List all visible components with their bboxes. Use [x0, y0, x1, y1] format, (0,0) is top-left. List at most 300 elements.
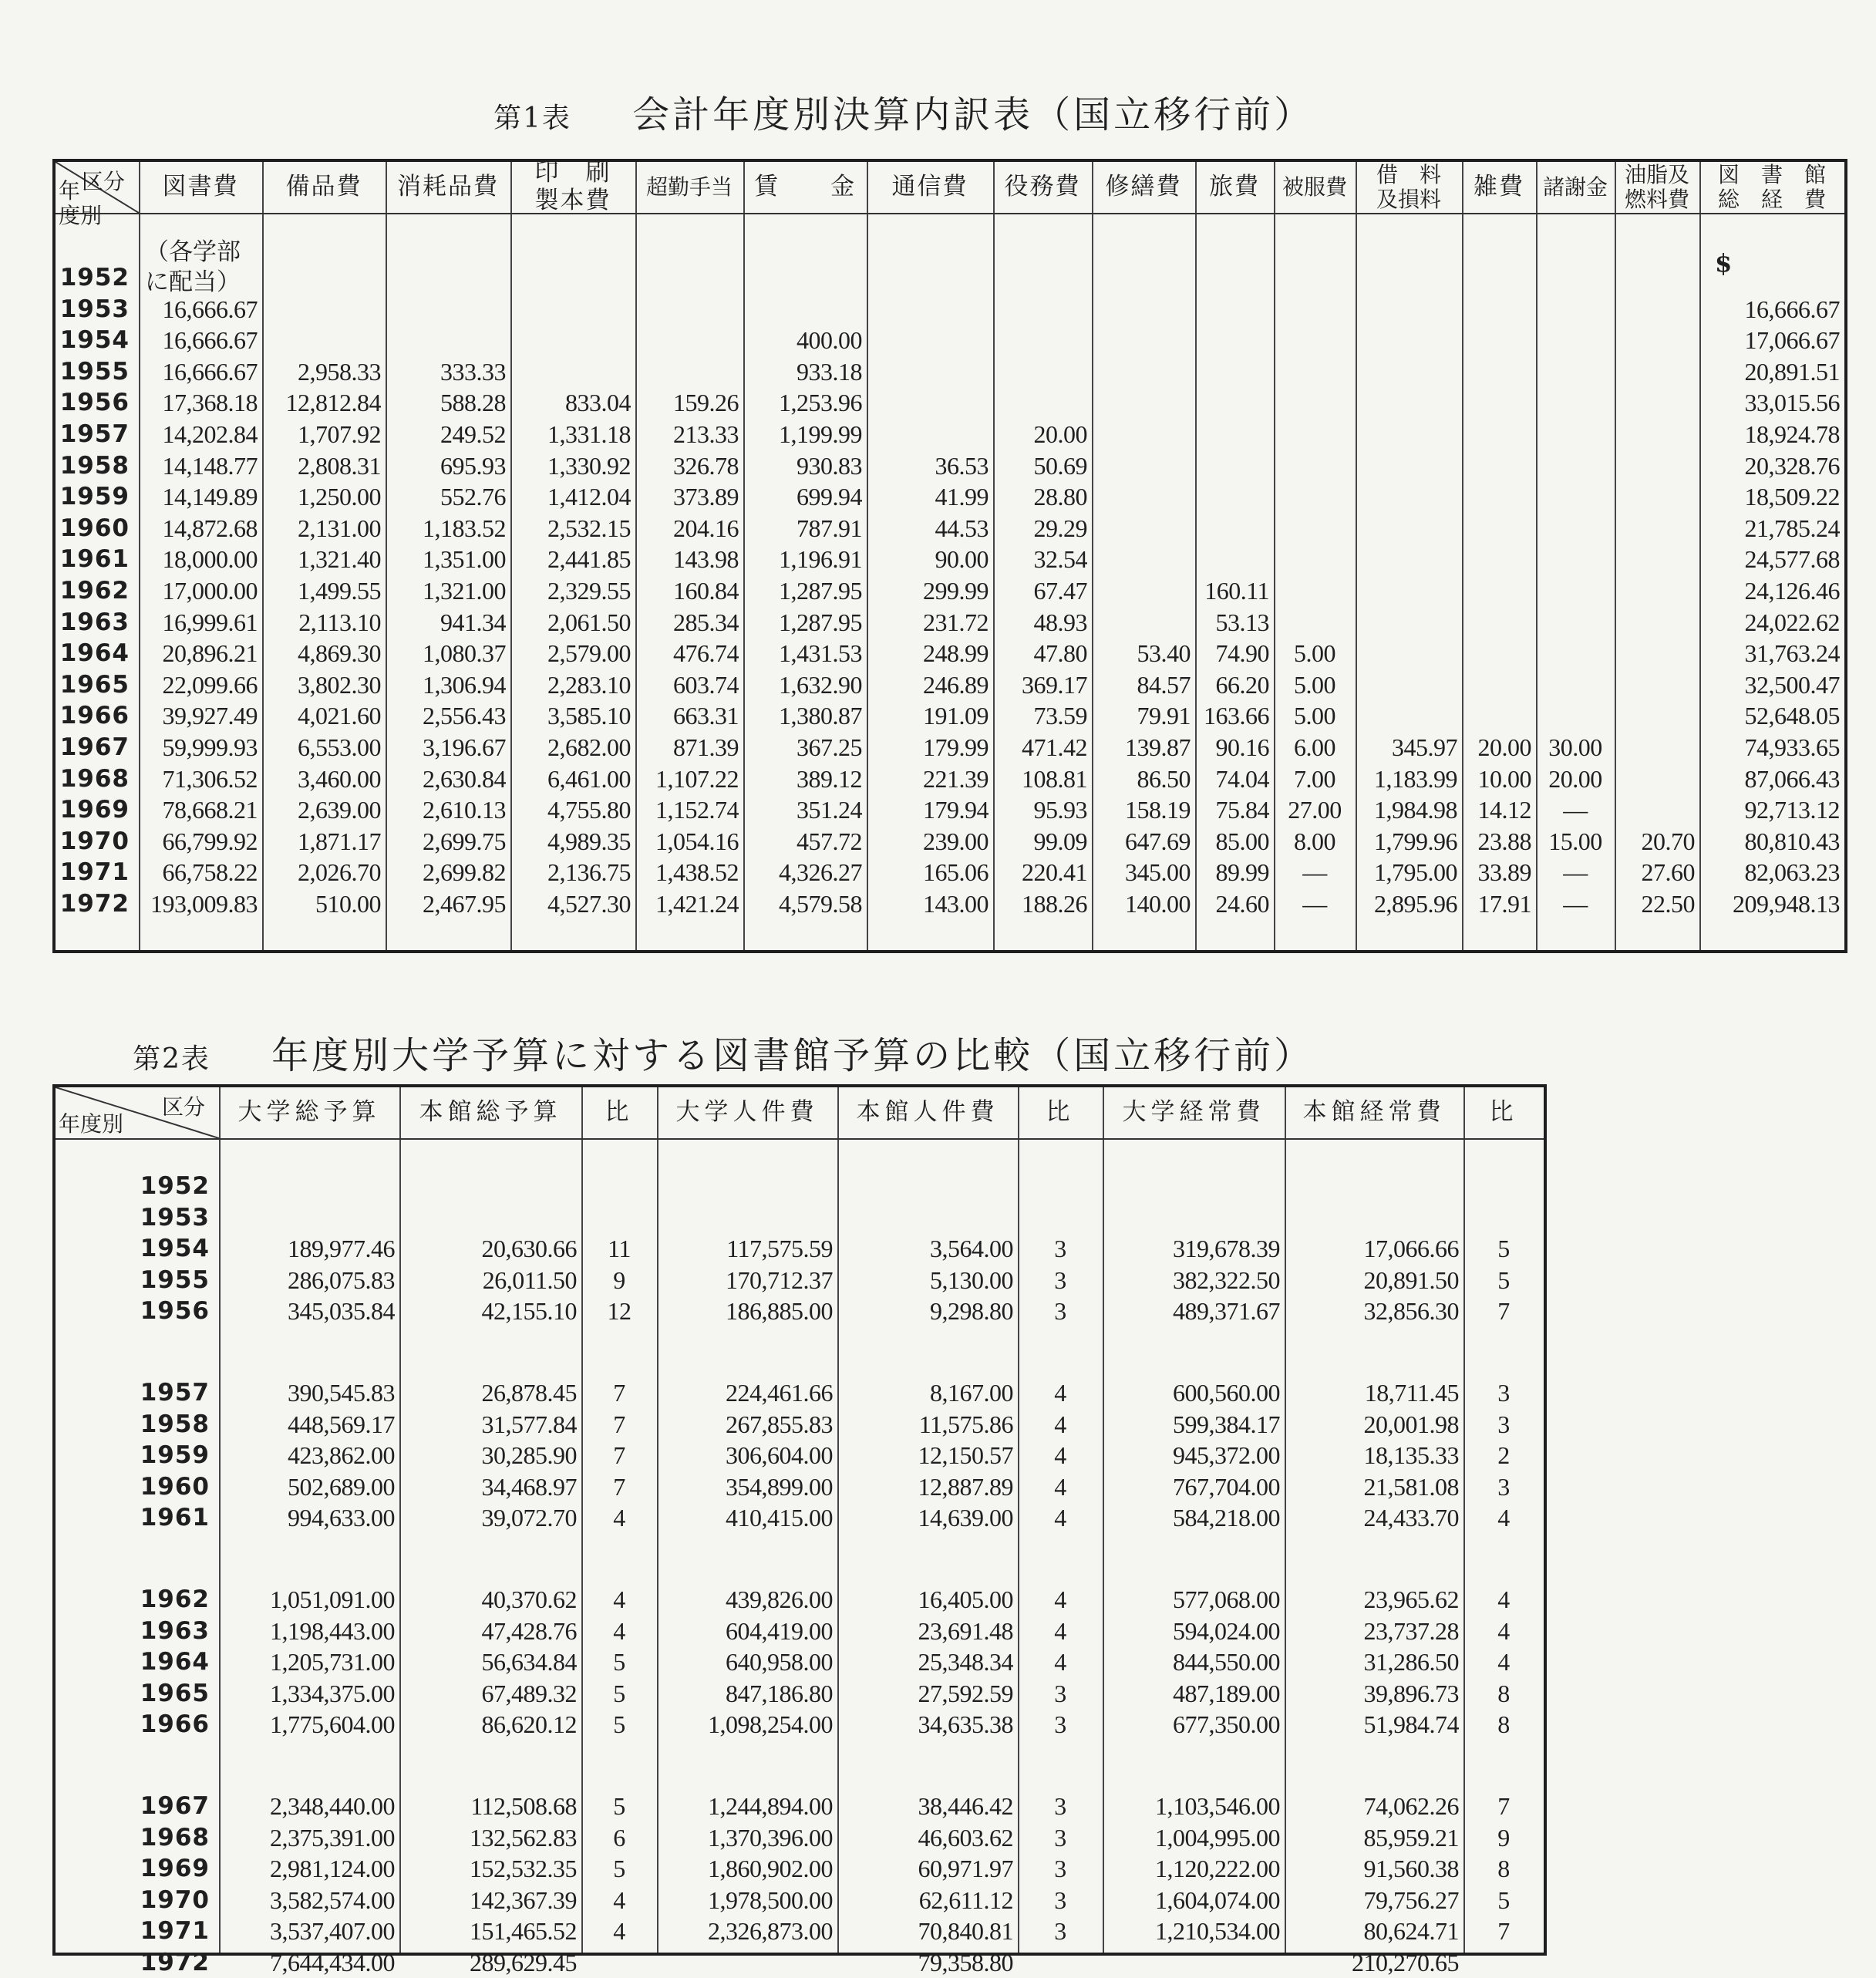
table2-corner-column-label: 区分 [161, 1094, 205, 1120]
table2-year: 1964 [140, 1648, 210, 1676]
table1-year: 1963 [59, 608, 130, 636]
table2-cell: 2 [1497, 1441, 1510, 1470]
table2-cell: 584,218.00 [1173, 1504, 1280, 1532]
table2-cell: 3 [1497, 1410, 1510, 1438]
table1-header-cell: 図書費 [162, 173, 239, 201]
table1-cell: 1,380.87 [779, 702, 862, 730]
table1-cell: 647.69 [1125, 827, 1191, 855]
table1-header-cell: 雑費 [1474, 173, 1524, 201]
table1-cell: 400.00 [797, 326, 862, 355]
table1-cell: 663.31 [673, 702, 739, 730]
table1-cell: 66,799.92 [162, 827, 258, 855]
table2-cell: 4 [1054, 1472, 1066, 1501]
table2-cell: 382,322.50 [1173, 1265, 1280, 1294]
table2-cell: 577,068.00 [1173, 1585, 1280, 1613]
table1-cell: 2,026.70 [298, 858, 381, 887]
table1-cell: 1,331.18 [547, 420, 631, 448]
table2-cell: 1,103,546.00 [1155, 1792, 1280, 1820]
table1-cell: 89.99 [1215, 858, 1269, 887]
table1-cell: 39,927.49 [162, 702, 258, 730]
table1-year: 1971 [59, 858, 130, 887]
table2-cell: 1,244,894.00 [708, 1792, 833, 1820]
table2-cell: 25,348.34 [918, 1648, 1013, 1676]
table2-cell: 5,130.00 [930, 1265, 1013, 1294]
table1-cell: 24,022.62 [1744, 608, 1840, 636]
table2-cell: 4 [1497, 1504, 1510, 1532]
table1-cell: 1,253.96 [779, 389, 862, 417]
table1-row [56, 450, 1844, 481]
table2-header-cell: 本館総予算 [419, 1098, 562, 1127]
table2-year: 1960 [140, 1472, 210, 1501]
table2-cell: 3,582,574.00 [270, 1885, 395, 1914]
table2-cell: 20,001.98 [1363, 1410, 1459, 1438]
table1-row [56, 732, 1844, 763]
table1-cell: 188.26 [1022, 890, 1087, 918]
table2-cell: 1,205,731.00 [270, 1648, 395, 1676]
table1-cell: 220.41 [1022, 858, 1087, 887]
table2-cell: 4 [1497, 1648, 1510, 1676]
table1-cell: 1,632.90 [779, 670, 862, 699]
table1-row [56, 356, 1844, 387]
table1-cell: 20,896.21 [162, 639, 258, 668]
table1-row [56, 763, 1844, 794]
table1-note: （各学部 に配当） [145, 238, 241, 296]
table1-row [56, 387, 1844, 418]
table1-cell: 2,958.33 [298, 357, 381, 386]
table2-cell: 4 [613, 1585, 625, 1613]
table2-header-cell: 比 [1489, 1098, 1518, 1127]
table1-cell: — [1563, 796, 1588, 824]
table2-cell: 767,704.00 [1173, 1472, 1280, 1501]
table2-cell: 390,545.83 [288, 1379, 395, 1407]
table1-cell: 1,183.52 [423, 514, 506, 542]
table1-cell: 22.50 [1641, 890, 1695, 918]
table1-cell: 1,287.95 [779, 608, 862, 636]
table1-cell: 4,989.35 [547, 827, 631, 855]
table1-cell: 3,460.00 [298, 764, 381, 793]
table2-cell: 286,075.83 [288, 1265, 395, 1294]
table2-cell: 7,644,434.00 [270, 1949, 395, 1976]
table1-cell: 18,924.78 [1744, 420, 1840, 448]
table1-cell: 28.80 [1033, 483, 1087, 511]
table1-cell: 510.00 [315, 890, 381, 918]
table2-cell: 5 [613, 1710, 625, 1739]
table2-cell: 3,564.00 [930, 1235, 1013, 1263]
table1-cell: 143.00 [923, 890, 989, 918]
table1-cell: 95.93 [1033, 796, 1087, 824]
table1-header-cell: 修繕費 [1105, 173, 1182, 201]
table1-cell: 1,795.00 [1374, 858, 1457, 887]
table2-corner-row-label: 年度別 [59, 1111, 124, 1137]
table1-cell: 1,321.00 [423, 577, 506, 605]
table2-row [56, 1853, 1544, 1884]
table2-cell: 1,860,902.00 [708, 1855, 833, 1883]
table1-cell: 18,000.00 [162, 545, 258, 574]
table2-cell: 5 [613, 1855, 625, 1883]
table2-header [56, 1087, 1544, 1140]
table2-cell: 4 [1054, 1504, 1066, 1532]
table1-cell: 930.83 [797, 451, 862, 480]
table2-cell: 1,370,396.00 [708, 1823, 833, 1852]
table1-cell: 1,152.74 [655, 796, 739, 824]
table1-cell: 18,509.22 [1744, 483, 1840, 511]
table2-cell: 12,150.57 [918, 1441, 1013, 1470]
table1-year: 1952 [59, 264, 130, 291]
table2-year: 1953 [140, 1203, 210, 1232]
table1-cell: 3,802.30 [298, 670, 381, 699]
table2-cell: 11,575.86 [918, 1410, 1013, 1438]
table1-cell: 21,785.24 [1744, 514, 1840, 542]
table2-cell: 51,984.74 [1363, 1710, 1459, 1739]
table2-cell: 3 [1497, 1472, 1510, 1501]
table2-cell: 9 [1497, 1823, 1510, 1852]
table2 [52, 1084, 1547, 1976]
table2-year: 1970 [140, 1885, 210, 1914]
table1-cell: 20.00 [1033, 420, 1087, 448]
table1-cell: 1,287.95 [779, 577, 862, 605]
table1-year: 1954 [59, 326, 130, 355]
table1-header-cell: 備品費 [285, 173, 362, 201]
table1-cell: 84.57 [1137, 670, 1191, 699]
table2-cell: 7 [1497, 1297, 1510, 1326]
table1-cell: 2,630.84 [423, 764, 506, 793]
table1-cell: 160.11 [1204, 577, 1269, 605]
table2-cell: 18,135.33 [1363, 1441, 1459, 1470]
table2-number: 第2表 [133, 1043, 211, 1075]
table1-cell: 179.94 [923, 796, 989, 824]
table1-cell: 71,306.52 [162, 764, 258, 793]
table2-cell: 85,959.21 [1363, 1823, 1459, 1852]
table2-cell: 5 [613, 1792, 625, 1820]
table1-cell: 7.00 [1294, 764, 1335, 793]
table2-cell: 17,066.66 [1363, 1235, 1459, 1263]
table1-cell: 27.60 [1641, 858, 1695, 887]
table2-cell: 3 [1054, 1823, 1066, 1852]
table1-cell: 2,579.00 [547, 639, 631, 668]
table1-cell: 143.98 [673, 545, 739, 574]
table1-year: 1957 [59, 420, 130, 448]
table2-year: 1962 [140, 1585, 210, 1613]
table1-row [56, 857, 1844, 888]
table1-cell: 32.54 [1033, 545, 1087, 574]
table1-row [56, 888, 1844, 919]
table2-row [56, 1709, 1544, 1740]
table1-cell: 48.93 [1033, 608, 1087, 636]
table2-year: 1958 [140, 1410, 210, 1438]
table1-cell: 17.91 [1477, 890, 1531, 918]
table1-cell: 1,499.55 [298, 577, 381, 605]
table2-cell: 1,978,500.00 [708, 1885, 833, 1914]
table1-cell: 53.13 [1215, 608, 1269, 636]
table1-cell: 333.33 [440, 357, 506, 386]
table1-header-cell: 借 料 及損料 [1376, 161, 1441, 212]
table1-cell: 248.99 [923, 639, 989, 668]
table2-row [56, 1678, 1544, 1709]
table1-cell: 2,682.00 [547, 733, 631, 761]
table2-header-cell: 比 [1046, 1098, 1075, 1127]
table1-cell: 2,329.55 [547, 577, 631, 605]
table2-cell: 8 [1497, 1855, 1510, 1883]
table2-row [56, 1916, 1544, 1946]
table1-cell: 74.04 [1215, 764, 1269, 793]
table2-cell: 439,826.00 [726, 1585, 833, 1613]
table2-cell: 5 [613, 1648, 625, 1676]
table1-header-cell: 図 書 館 総 経 費 [1717, 161, 1826, 212]
table1-cell: 2,136.75 [547, 858, 631, 887]
table1-title-text: 会計年度別決算内訳表（国立移行前） [632, 93, 1315, 136]
table2-cell: 4 [1054, 1585, 1066, 1613]
table1-header [56, 159, 1844, 214]
table2-cell: 11 [608, 1235, 631, 1263]
table2-year: 1969 [140, 1855, 210, 1883]
table1-cell: 1,250.00 [298, 483, 381, 511]
table1-row [56, 262, 1844, 293]
table2-cell: 1,120,222.00 [1155, 1855, 1280, 1883]
table1-cell: 10.00 [1477, 764, 1531, 793]
table2-cell: 410,415.00 [726, 1504, 833, 1532]
table1-cell: 59,999.93 [162, 733, 258, 761]
table2-row [56, 1584, 1544, 1615]
table2-header-cell: 本館人件費 [856, 1098, 999, 1127]
table2-cell: 487,189.00 [1173, 1679, 1280, 1707]
table1-cell: 53.40 [1137, 639, 1191, 668]
table1-cell: 15.00 [1548, 827, 1602, 855]
table1-header-cell: 諸謝金 [1542, 174, 1608, 200]
table1-cell: 27.00 [1288, 796, 1342, 824]
table2-cell: 21,581.08 [1363, 1472, 1459, 1501]
table1-cell: 457.72 [797, 827, 862, 855]
table2-cell: 5 [1497, 1235, 1510, 1263]
table2-cell: 38,446.42 [918, 1792, 1013, 1820]
table1-cell: 8.00 [1294, 827, 1335, 855]
table1-cell: 345.97 [1392, 733, 1457, 761]
table1-header-cell: 賃 金 [754, 173, 856, 201]
table2-cell: 306,604.00 [726, 1441, 833, 1470]
table1-year: 1970 [59, 827, 130, 855]
table2-header-cell: 大学総予算 [237, 1098, 381, 1127]
table2-row [56, 1440, 1544, 1471]
table1-year: 1959 [59, 483, 130, 511]
table1-year: 1953 [59, 295, 130, 323]
table1 [52, 159, 1847, 953]
table1-cell: 4,527.30 [547, 890, 631, 918]
table1-cell: 75.84 [1215, 796, 1269, 824]
table1-cell: 5.00 [1294, 702, 1335, 730]
table2-cell: 7 [613, 1410, 625, 1438]
table1-cell: 36.53 [935, 451, 989, 480]
table2-cell: 489,371.67 [1173, 1297, 1280, 1326]
table2-cell: 142,367.39 [470, 1885, 577, 1914]
table1-cell: 4,869.30 [298, 639, 381, 668]
table1-cell: 1,351.00 [423, 545, 506, 574]
table1-number: 第1表 [493, 103, 571, 134]
table1-cell: 2,532.15 [547, 514, 631, 542]
table2-cell: 3 [1054, 1679, 1066, 1707]
table1-row [56, 794, 1844, 825]
table2-cell: 3 [1054, 1235, 1066, 1263]
table1-cell: 2,699.82 [423, 858, 506, 887]
table2-year: 1966 [140, 1710, 210, 1739]
table1-cell: 2,467.95 [423, 890, 506, 918]
table2-cell: 8 [1497, 1710, 1510, 1739]
table1-cell: — [1563, 858, 1588, 887]
table2-cell: 86,620.12 [481, 1710, 577, 1739]
table2-cell: 4 [1497, 1585, 1510, 1613]
table2-cell: 945,372.00 [1173, 1441, 1280, 1470]
table1-cell: 14,149.89 [162, 483, 258, 511]
table2-cell: 7 [1497, 1792, 1510, 1820]
table1-cell: 6,461.00 [547, 764, 631, 793]
table2-cell: 80,624.71 [1363, 1917, 1459, 1946]
table2-cell: 4 [613, 1885, 625, 1914]
table1-cell: 82,063.23 [1744, 858, 1840, 887]
table2-cell: 2,981,124.00 [270, 1855, 395, 1883]
table1-year: 1967 [59, 733, 130, 761]
table1-cell: 5.00 [1294, 670, 1335, 699]
table2-cell: 423,862.00 [288, 1441, 395, 1470]
table1-year: 1965 [59, 670, 130, 699]
table2-row [56, 1377, 1544, 1408]
table2-cell: 31,286.50 [1363, 1648, 1459, 1676]
table1-cell: 1,799.96 [1374, 827, 1457, 855]
table2-cell: 2,348,440.00 [270, 1792, 395, 1820]
table2-cell: 599,384.17 [1173, 1410, 1280, 1438]
table2-cell: 23,691.48 [918, 1616, 1013, 1645]
table2-cell: 9,298.80 [930, 1297, 1013, 1326]
table2-cell: 448,569.17 [288, 1410, 395, 1438]
table1-cell: 1,080.37 [423, 639, 506, 668]
table1-header-cell: 役務費 [1004, 173, 1081, 201]
table1-cell: 871.39 [673, 733, 739, 761]
table2-cell: 79,756.27 [1363, 1885, 1459, 1914]
table1-year: 1966 [59, 702, 130, 730]
table1-cell: 50.69 [1033, 451, 1087, 480]
table2-cell: 31,577.84 [481, 1410, 577, 1438]
table2-cell: 4 [1054, 1648, 1066, 1676]
table1-cell: 16,666.67 [1744, 295, 1840, 323]
table1-cell: 17,368.18 [162, 389, 258, 417]
table1-cell: 20.70 [1641, 827, 1695, 855]
table1-cell: 2,610.13 [423, 796, 506, 824]
table1-cell: — [1563, 890, 1588, 918]
table1-cell: 22,099.66 [162, 670, 258, 699]
table1-cell: 140.00 [1125, 890, 1191, 918]
table2-row [56, 1885, 1544, 1916]
table1-header-cell: 通信費 [891, 173, 968, 201]
table2-cell: 186,885.00 [726, 1297, 833, 1326]
table1-cell: 299.99 [923, 577, 989, 605]
table2-header-cell: 大学人件費 [675, 1098, 819, 1127]
table2-cell: 12 [607, 1297, 632, 1326]
table2-cell: 23,965.62 [1363, 1585, 1459, 1613]
table1-cell: 14,872.68 [162, 514, 258, 542]
table1-cell: 933.18 [797, 357, 862, 386]
table2-header-cell: 本館経常費 [1302, 1098, 1446, 1127]
table1-cell: 158.19 [1125, 796, 1191, 824]
table2-cell: 600,560.00 [1173, 1379, 1280, 1407]
table2-cell: 3 [1054, 1297, 1066, 1326]
table2-cell: 6 [613, 1823, 625, 1852]
table2-title [133, 1026, 1314, 1079]
table1-title [493, 85, 1314, 138]
table1-cell: 86.50 [1137, 764, 1191, 793]
table1-header-cell: 消耗品費 [397, 173, 499, 201]
table1-cell: 79.91 [1137, 702, 1191, 730]
table2-cell: 91,560.38 [1363, 1855, 1459, 1883]
table2-row [56, 1202, 1544, 1233]
table2-cell: 289,629.45 [470, 1949, 577, 1976]
table1-cell: 12,812.84 [285, 389, 381, 417]
table2-year: 1959 [140, 1441, 210, 1470]
table2-title-text: 年度別大学予算に対する図書館予算の比較（国立移行前） [271, 1034, 1315, 1077]
table2-cell: 151,465.52 [470, 1917, 577, 1946]
table2-cell: 8 [1497, 1679, 1510, 1707]
table1-cell: 552.76 [440, 483, 506, 511]
table2-year: 1957 [140, 1379, 210, 1407]
table1-corner-row-label: 年 度別 [59, 178, 103, 229]
table1-cell: 351.24 [797, 796, 862, 824]
table1-currency: $ [1715, 248, 1733, 278]
table1-cell: 14.12 [1477, 796, 1531, 824]
table1-year: 1960 [59, 514, 130, 542]
table2-year: 1961 [140, 1504, 210, 1532]
table2-row [56, 1616, 1544, 1646]
table1-cell: 2,113.10 [298, 608, 381, 636]
table1-header-cell: 油脂及 燃料費 [1624, 161, 1689, 212]
table2-cell: 502,689.00 [288, 1472, 395, 1501]
table2-cell: 26,878.45 [481, 1379, 577, 1407]
table1-cell: 73.59 [1033, 702, 1087, 730]
table1-cell: 2,895.96 [1374, 890, 1457, 918]
table2-cell: 20,630.66 [481, 1235, 577, 1263]
table1-cell: 99.09 [1033, 827, 1087, 855]
table1-row [56, 294, 1844, 325]
table2-cell: 3 [1054, 1710, 1066, 1739]
table2-cell: 39,896.73 [1363, 1679, 1459, 1707]
table1-cell: 389.12 [797, 764, 862, 793]
table1-cell: 32,500.47 [1744, 670, 1840, 699]
table2-cell: 594,024.00 [1173, 1616, 1280, 1645]
table1-cell: 787.91 [797, 514, 862, 542]
table1-cell: 4,755.80 [547, 796, 631, 824]
table2-cell: 70,840.81 [918, 1917, 1013, 1946]
table1-header-cell: 超勤手当 [645, 174, 733, 200]
table2-row [56, 1471, 1544, 1502]
table1-cell: 74,933.65 [1744, 733, 1840, 761]
table1-cell: 1,199.99 [779, 420, 862, 448]
table2-cell: 3 [1054, 1265, 1066, 1294]
table2-row [56, 1409, 1544, 1440]
table2-cell: 4 [1054, 1379, 1066, 1407]
table1-year: 1964 [59, 639, 130, 668]
table2-row [56, 1265, 1544, 1296]
table2-cell: 677,350.00 [1173, 1710, 1280, 1739]
table2-cell: 12,887.89 [918, 1472, 1013, 1501]
table1-cell: 108.81 [1022, 764, 1087, 793]
table1-cell: 603.74 [673, 670, 739, 699]
table1-header-cell: 被服費 [1282, 174, 1347, 200]
table2-cell: 34,635.38 [918, 1710, 1013, 1739]
table1-cell: 14,202.84 [162, 420, 258, 448]
table2-cell: 4 [1054, 1410, 1066, 1438]
table1-cell: 16,666.67 [162, 326, 258, 355]
table2-year: 1955 [140, 1265, 210, 1294]
table1-cell: 221.39 [923, 764, 989, 793]
table1-year: 1955 [59, 357, 130, 386]
table1-cell: 249.52 [440, 420, 506, 448]
table2-cell: 18,711.45 [1364, 1379, 1459, 1407]
table1-cell: 66,758.22 [162, 858, 258, 887]
